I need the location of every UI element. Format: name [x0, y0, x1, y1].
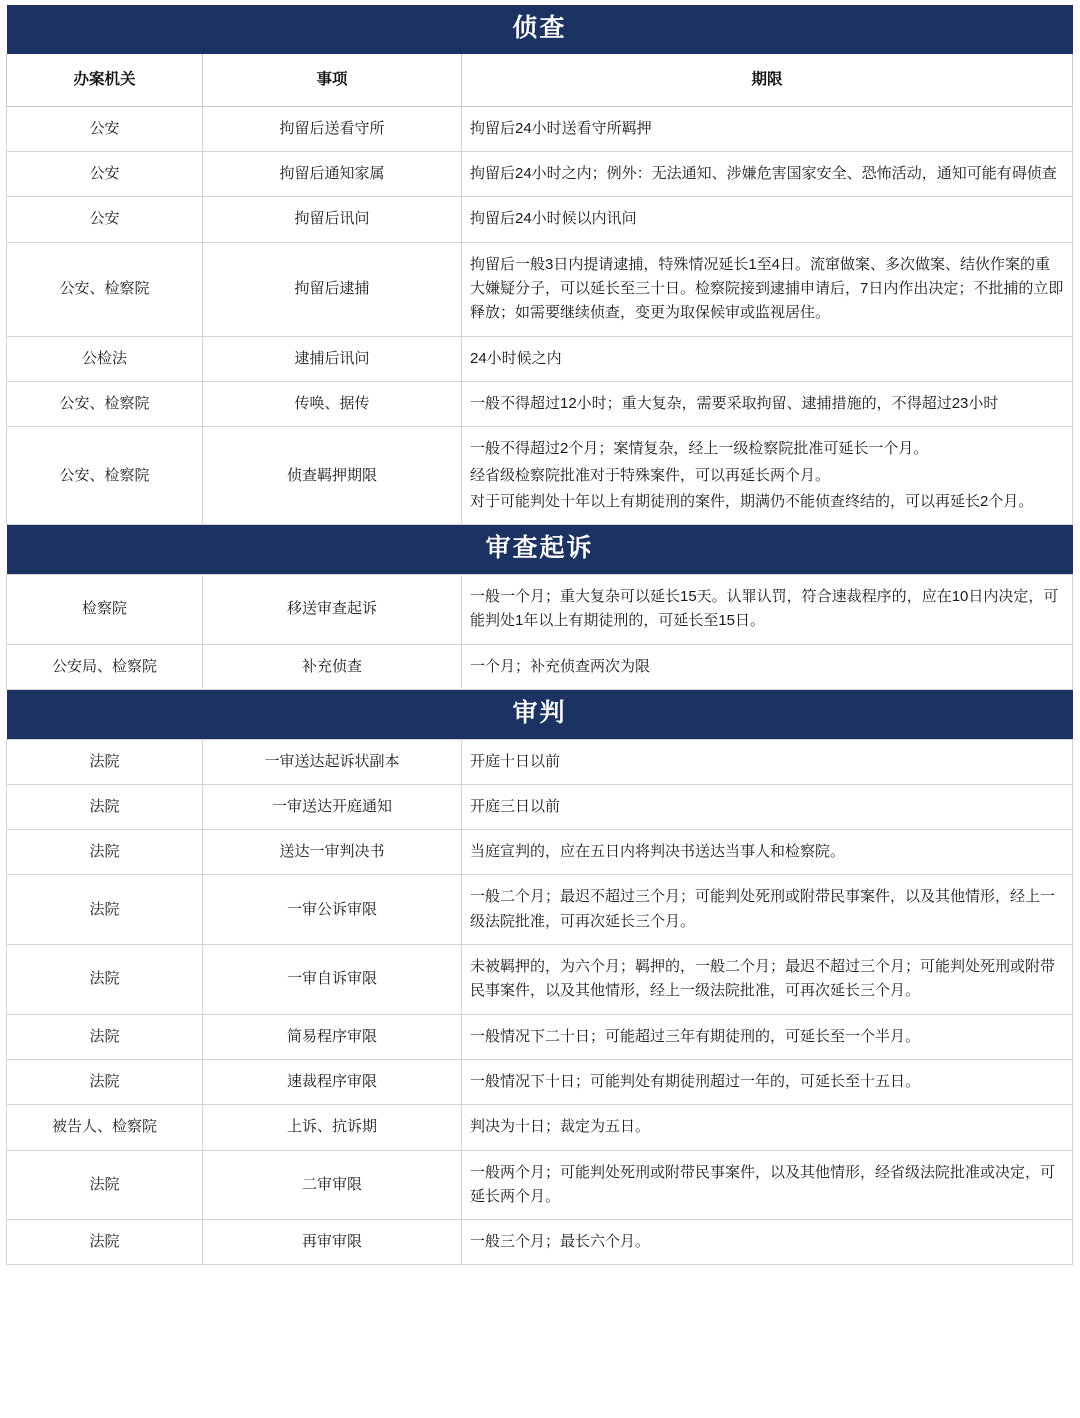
cell-agency: 检察院	[7, 574, 203, 644]
cell-limit	[462, 381, 1073, 426]
cell-limit	[462, 242, 1073, 336]
cell-limit-paragraph: 开庭十日以前	[470, 752, 561, 770]
cell-limit	[462, 739, 1073, 784]
cell-limit-paragraph: 判决为十日；裁定为五日。	[470, 1118, 651, 1136]
table-row	[7, 830, 1073, 875]
section-title: 审查起诉	[7, 525, 1073, 575]
table-row	[7, 784, 1073, 829]
cell-limit-paragraph: 24小时候之内	[470, 349, 562, 367]
cell-limit	[462, 574, 1073, 644]
cell-item: 拘留后逮捕	[203, 242, 462, 336]
table-row	[7, 152, 1073, 197]
section-title: 审判	[7, 689, 1073, 739]
table-row	[7, 242, 1073, 336]
table-row	[7, 1105, 1073, 1150]
column-header-agency: 办案机关	[7, 54, 203, 107]
table-row	[7, 875, 1073, 945]
section-header-row	[7, 525, 1073, 575]
cell-limit-paragraph: 拘留后24小时候以内讯问	[470, 210, 637, 228]
cell-limit	[462, 875, 1073, 945]
cell-agency: 公安、检察院	[7, 381, 203, 426]
column-header-row	[7, 54, 1073, 107]
cell-item: 送达一审判决书	[203, 830, 462, 875]
cell-item: 拘留后通知家属	[203, 152, 462, 197]
cell-limit-paragraph: 对于可能判处十年以上有期徒刑的案件，期满仍不能侦查终结的，可以再延长2个月。	[470, 492, 1034, 510]
cell-item: 一审自诉审限	[203, 945, 462, 1015]
cell-agency: 法院	[7, 1014, 203, 1059]
table-row	[7, 644, 1073, 689]
cell-limit-paragraph: 一般一个月；重大复杂可以延长15天。认罪认罚，符合速裁程序的，应在10日内决定，可能判处1年以上有期徒刑的，可延长至15日。	[470, 587, 1059, 630]
cell-limit-paragraph: 一般不得超过12小时；重大复杂，需要采取拘留、逮捕措施的，不得超过23小时	[470, 394, 999, 412]
cell-item: 一审送达起诉状副本	[203, 739, 462, 784]
cell-item: 拘留后送看守所	[203, 106, 462, 151]
cell-agency: 法院	[7, 945, 203, 1015]
section-title: 侦查	[7, 5, 1073, 54]
table-row	[7, 106, 1073, 151]
section-header-row	[7, 689, 1073, 739]
cell-limit-paragraph: 经省级检察院批准对于特殊案件，可以再延长两个月。	[470, 466, 831, 484]
cell-limit	[462, 1150, 1073, 1220]
cell-limit	[462, 1220, 1073, 1265]
cell-limit-paragraph: 一般三个月；最长六个月。	[470, 1233, 651, 1251]
table-row	[7, 1150, 1073, 1220]
cell-agency: 法院	[7, 1059, 203, 1104]
cell-limit-paragraph: 一般情况下二十日；可能超过三年有期徒刑的，可延长至一个半月。	[470, 1027, 921, 1045]
table-row	[7, 945, 1073, 1015]
cell-agency: 公安局、检察院	[7, 644, 203, 689]
criminal-procedure-deadline-table	[6, 5, 1073, 1265]
cell-limit-paragraph: 一个月；补充侦查两次为限	[470, 657, 651, 675]
cell-limit-paragraph: 一般不得超过2个月；案情复杂，经上一级检察院批准可延长一个月。	[470, 440, 929, 458]
table-row	[7, 1014, 1073, 1059]
cell-limit	[462, 427, 1073, 525]
cell-agency: 法院	[7, 875, 203, 945]
cell-agency: 公安、检察院	[7, 242, 203, 336]
cell-limit-paragraph: 开庭三日以前	[470, 797, 561, 815]
cell-item: 一审送达开庭通知	[203, 784, 462, 829]
table-row	[7, 381, 1073, 426]
table-row	[7, 574, 1073, 644]
table-row	[7, 1220, 1073, 1265]
cell-agency: 公检法	[7, 336, 203, 381]
cell-limit-paragraph: 拘留后24小时送看守所羁押	[470, 119, 652, 137]
cell-item: 拘留后讯问	[203, 197, 462, 242]
cell-agency: 法院	[7, 1150, 203, 1220]
table-row	[7, 1059, 1073, 1104]
cell-agency: 法院	[7, 784, 203, 829]
cell-limit	[462, 336, 1073, 381]
cell-limit	[462, 152, 1073, 197]
cell-item: 一审公诉审限	[203, 875, 462, 945]
cell-limit	[462, 830, 1073, 875]
cell-item: 移送审查起诉	[203, 574, 462, 644]
cell-limit-paragraph: 未被羁押的，为六个月；羁押的，一般二个月；最迟不超过三个月；可能判处死刑或附带民事案件，以及其他情形，经上一级法院批准，可再次延长三个月。	[470, 958, 1056, 1000]
cell-agency: 法院	[7, 739, 203, 784]
cell-item: 上诉、抗诉期	[203, 1105, 462, 1150]
cell-agency: 法院	[7, 830, 203, 875]
cell-limit	[462, 106, 1073, 151]
cell-limit-paragraph: 一般两个月；可能判处死刑或附带民事案件，以及其他情形，经省级法院批准或决定，可延长两个月。	[470, 1163, 1056, 1205]
cell-limit-paragraph: 一般二个月；最迟不超过三个月；可能判处死刑或附带民事案件，以及其他情形，经上一级法院批准，可再次延长三个月。	[470, 888, 1056, 930]
cell-item: 补充侦查	[203, 644, 462, 689]
cell-agency: 公安	[7, 106, 203, 151]
cell-item: 逮捕后讯问	[203, 336, 462, 381]
table-row	[7, 739, 1073, 784]
cell-limit-paragraph: 当庭宣判的，应在五日内将判决书送达当事人和检察院。	[470, 843, 846, 861]
table-row	[7, 197, 1073, 242]
cell-limit	[462, 784, 1073, 829]
cell-item: 二审审限	[203, 1150, 462, 1220]
cell-agency: 公安	[7, 152, 203, 197]
cell-limit	[462, 1059, 1073, 1104]
cell-limit	[462, 197, 1073, 242]
cell-agency: 公安	[7, 197, 203, 242]
cell-item: 速裁程序审限	[203, 1059, 462, 1104]
table-row	[7, 336, 1073, 381]
cell-item: 侦查羁押期限	[203, 427, 462, 525]
cell-item: 传唤、据传	[203, 381, 462, 426]
cell-agency: 公安、检察院	[7, 427, 203, 525]
cell-item: 简易程序审限	[203, 1014, 462, 1059]
cell-item: 再审审限	[203, 1220, 462, 1265]
cell-limit-paragraph: 一般情况下十日；可能判处有期徒刑超过一年的，可延长至十五日。	[470, 1072, 921, 1090]
cell-limit	[462, 644, 1073, 689]
cell-limit	[462, 945, 1073, 1015]
column-header-limit: 期限	[462, 54, 1073, 107]
cell-limit-paragraph: 拘留后一般3日内提请逮捕，特殊情况延长1至4日。流窜做案、多次做案、结伙作案的重大嫌疑分子，可以延长至三十日。检察院接到逮捕申请后，7日内作出决定；不批捕的立即释放；如需要继续侦查，变更为取保候审或监视居住。	[470, 255, 1064, 322]
cell-limit	[462, 1014, 1073, 1059]
section-header-row	[7, 5, 1073, 54]
column-header-item: 事项	[203, 54, 462, 107]
cell-limit	[462, 1105, 1073, 1150]
table-row	[7, 427, 1073, 525]
cell-limit-paragraph: 拘留后24小时之内；例外：无法通知、涉嫌危害国家安全、恐怖活动，通知可能有碍侦查	[470, 165, 1057, 183]
cell-agency: 法院	[7, 1220, 203, 1265]
cell-agency: 被告人、检察院	[7, 1105, 203, 1150]
